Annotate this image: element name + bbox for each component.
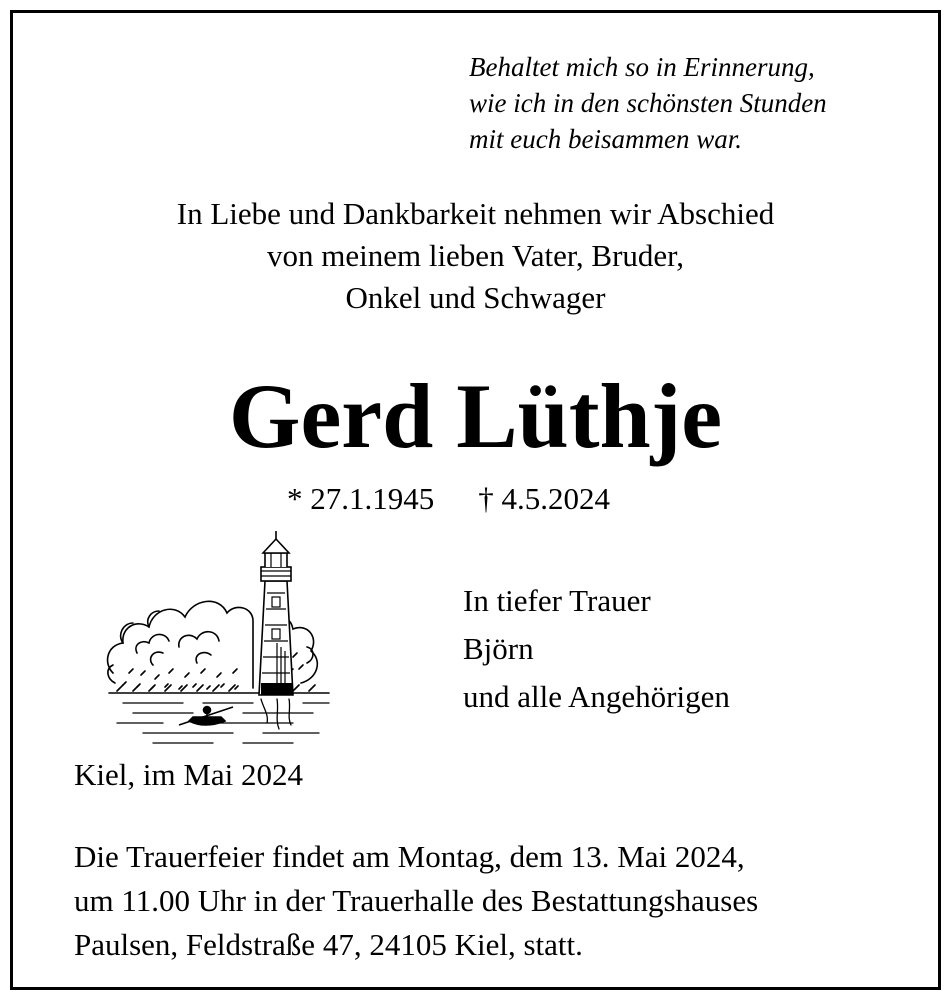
birth-date: * 27.1.1945 [287,481,435,516]
memorial-quote [469,49,827,157]
quote-line-1: Behaltet mich so in Erinnerung, [469,52,815,82]
ceremony-line-1: Die Trauerfeier findet am Montag, dem 13. Mai 2024, [74,839,745,874]
mourners-line-3: und alle Angehörigen [463,679,730,714]
obituary-frame [10,10,941,990]
deceased-name: Gerd Lüthje [228,365,723,467]
mourners-line-1: In tiefer Trauer [463,583,651,618]
intro-text [13,193,938,319]
ceremony-line-2: um 11.00 Uhr in der Trauerhalle des Bestattungshauses [74,883,759,918]
ceremony-line-3: Paulsen, Feldstraße 47, 24105 Kiel, statt. [74,927,583,962]
mourners-line-2: Björn [463,631,534,666]
lighthouse-icon [93,523,343,755]
intro-line-2: von meinem lieben Vater, Bruder, [266,238,685,273]
quote-line-3: mit euch beisammen war. [469,124,742,154]
intro-line-3: Onkel und Schwager [345,280,606,315]
mourners [463,577,730,721]
place-date: Kiel, im Mai 2024 [74,757,304,792]
intro-line-1: In Liebe und Dankbarkeit nehmen wir Abschied [176,196,775,231]
life-dates [287,479,610,519]
death-date: † 4.5.2024 [478,481,610,516]
quote-line-2: wie ich in den schönsten Stunden [469,88,827,118]
ceremony-info [74,835,758,967]
